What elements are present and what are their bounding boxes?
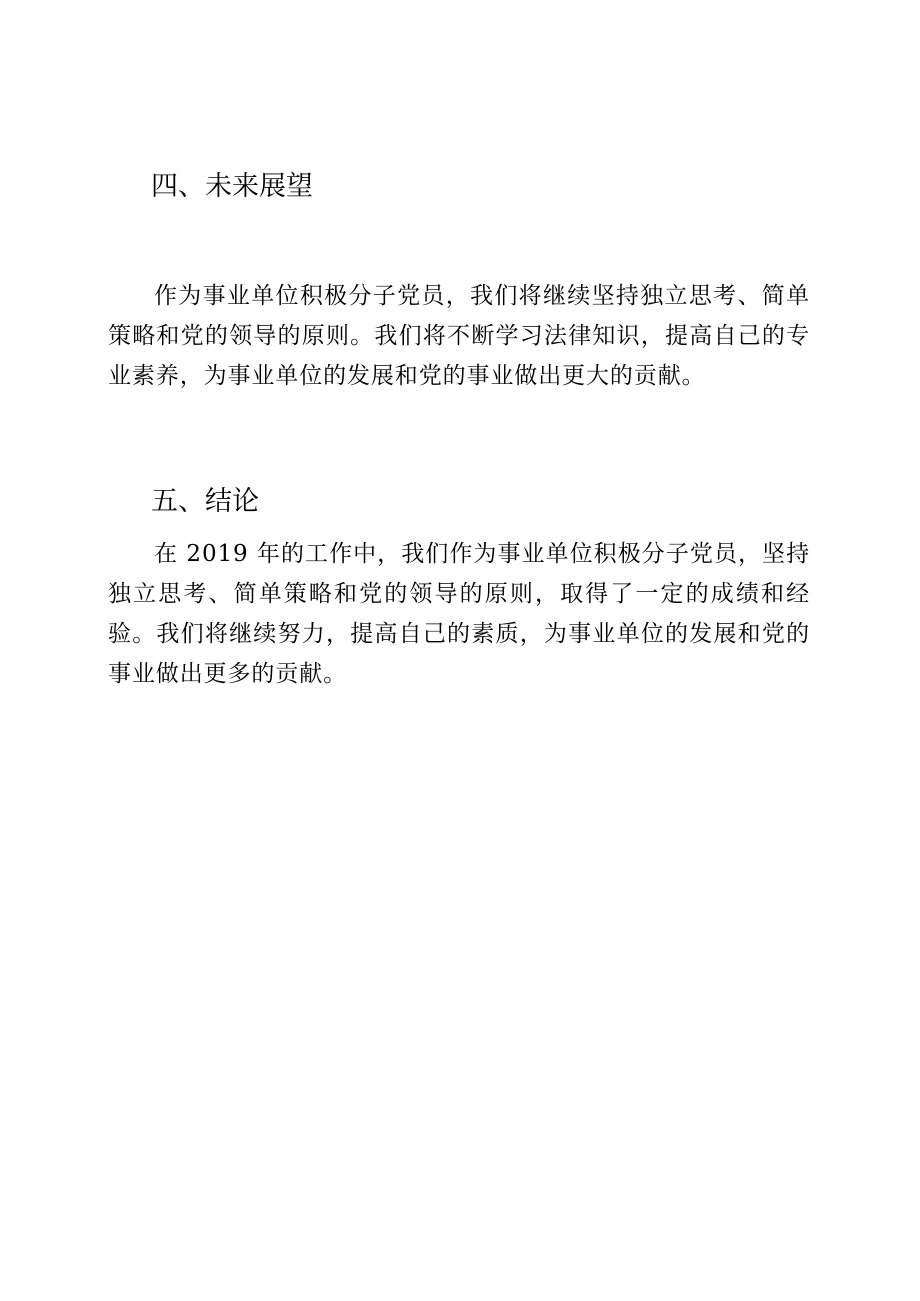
section-heading-future-outlook: 四、未来展望 <box>151 171 313 202</box>
section-heading-conclusion: 五、结论 <box>151 486 259 517</box>
section-paragraph-conclusion: 在 2019 年的工作中，我们作为事业单位积极分子党员，坚持独立思考、简单策略和党的领导的原则，取得了一定的成绩和经验。我们将继续努力，提高自己的素质，为事业单位的发展和党的事业做出更多的贡献。 <box>108 541 810 687</box>
section-paragraph-future-outlook: 作为事业单位积极分子党员，我们将继续坚持独立思考、简单策略和党的领导的原则。我们将不断学习法律知识，提高自己的专业素养，为事业单位的发展和党的事业做出更大的贡献。 <box>108 283 810 389</box>
